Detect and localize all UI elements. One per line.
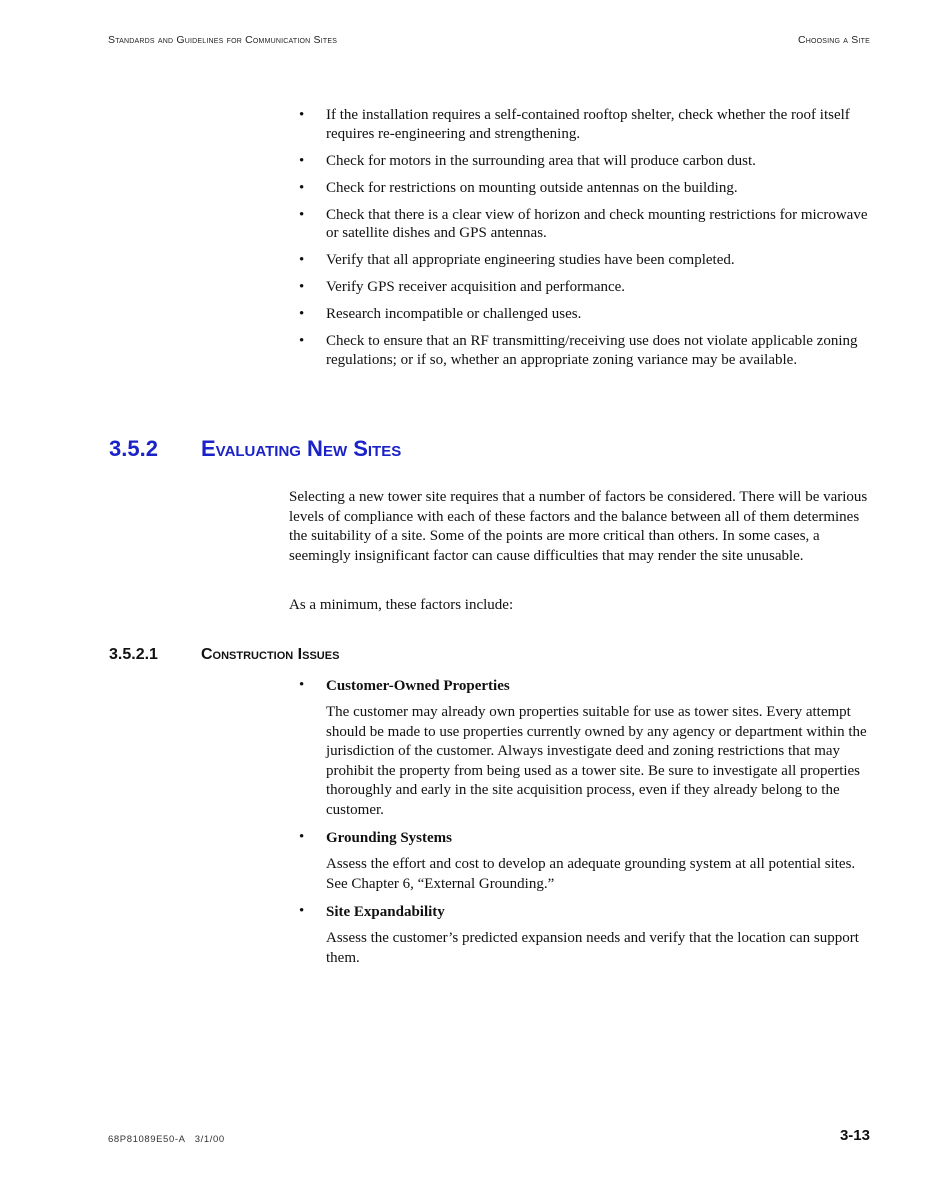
section-number: 3.5.2	[109, 436, 158, 461]
subsection-title: Construction Issues	[201, 646, 340, 663]
bullet-icon: •	[299, 179, 305, 196]
section-title: Evaluating New Sites	[201, 436, 402, 461]
requirements-list	[299, 106, 871, 378]
bullet-icon: •	[299, 252, 305, 268]
bullet-icon: •	[299, 279, 305, 295]
document-id: 68P81089E50-A 3/1/00	[108, 1134, 225, 1145]
list-item: • Research incompatible or challenged uses.	[299, 306, 582, 322]
section-lead-in: As a minimum, these factors include:	[289, 597, 514, 613]
item-description: Assess the effort and cost to develop an adequate grounding system at all potential sites. See Chapter 6, “External Grounding.”	[326, 856, 856, 892]
bullet-icon: •	[299, 903, 305, 919]
bullet-icon: •	[299, 206, 305, 223]
item-description: The customer may already own properties suitable for use as tower sites. Every attempt should be made to use properties currently owned by any agency or department within the jurisdiction of the customer. Always investigate deed and zoning restrictions that may prohibit the property from being used as a tower site. Be sure to investigate all properties thoroughly and early in the site acquisition process, even if they already belong to the customer.	[326, 704, 867, 818]
bullet-icon: •	[299, 107, 305, 123]
item-title: Site Expandability	[326, 904, 445, 920]
item-description: Assess the customer’s predicted expansion needs and verify that the location can support them.	[326, 930, 859, 966]
page-number: 3-13	[839, 1127, 870, 1144]
list-item: • Check for restrictions on mounting outside antennas on the building.	[299, 179, 738, 196]
section-intro-paragraph: Selecting a new tower site requires that a number of factors be considered. There will be various levels of compliance with each of these factors and the balance between all of them determines the suitability of a site. Some of the points are more critical than others. In some cases, a seemingly insignificant factor can cause difficulties that may render the site unusable.	[289, 489, 868, 564]
list-item: • If the installation requires a self-contained rooftop shelter, check whether the roof itself requires re-engineering and strengthening.	[299, 107, 850, 142]
list-item	[299, 829, 871, 894]
construction-issues-list	[299, 677, 871, 977]
list-item: • Check for motors in the surrounding area that will produce carbon dust.	[299, 152, 756, 169]
list-item: • Verify GPS receiver acquisition and performance.	[299, 279, 626, 295]
bullet-icon: •	[299, 333, 305, 349]
bullet-icon: •	[299, 306, 305, 322]
bullet-icon: •	[299, 152, 305, 169]
item-title: Customer-Owned Properties	[326, 678, 510, 694]
list-item	[299, 677, 871, 820]
list-item: • Check to ensure that an RF transmitting/receiving use does not violate applicable zoning regulations; or if so, whether an appropriate zoning variance may be available.	[299, 333, 858, 368]
section-heading	[109, 436, 401, 462]
item-title: Grounding Systems	[326, 830, 453, 846]
running-header-title: Standards and Guidelines for Communication Sites	[108, 34, 338, 46]
subsection-heading	[109, 646, 339, 664]
list-item	[299, 903, 871, 968]
running-header-chapter: Choosing a Site	[797, 34, 870, 46]
subsection-number: 3.5.2.1	[109, 646, 158, 663]
list-item: • Verify that all appropriate engineering studies have been completed.	[299, 252, 735, 268]
list-item: • Check that there is a clear view of horizon and check mounting restrictions for microwave or satellite dishes and GPS antennas.	[299, 206, 868, 241]
bullet-icon: •	[299, 829, 305, 845]
bullet-icon: •	[299, 677, 305, 693]
